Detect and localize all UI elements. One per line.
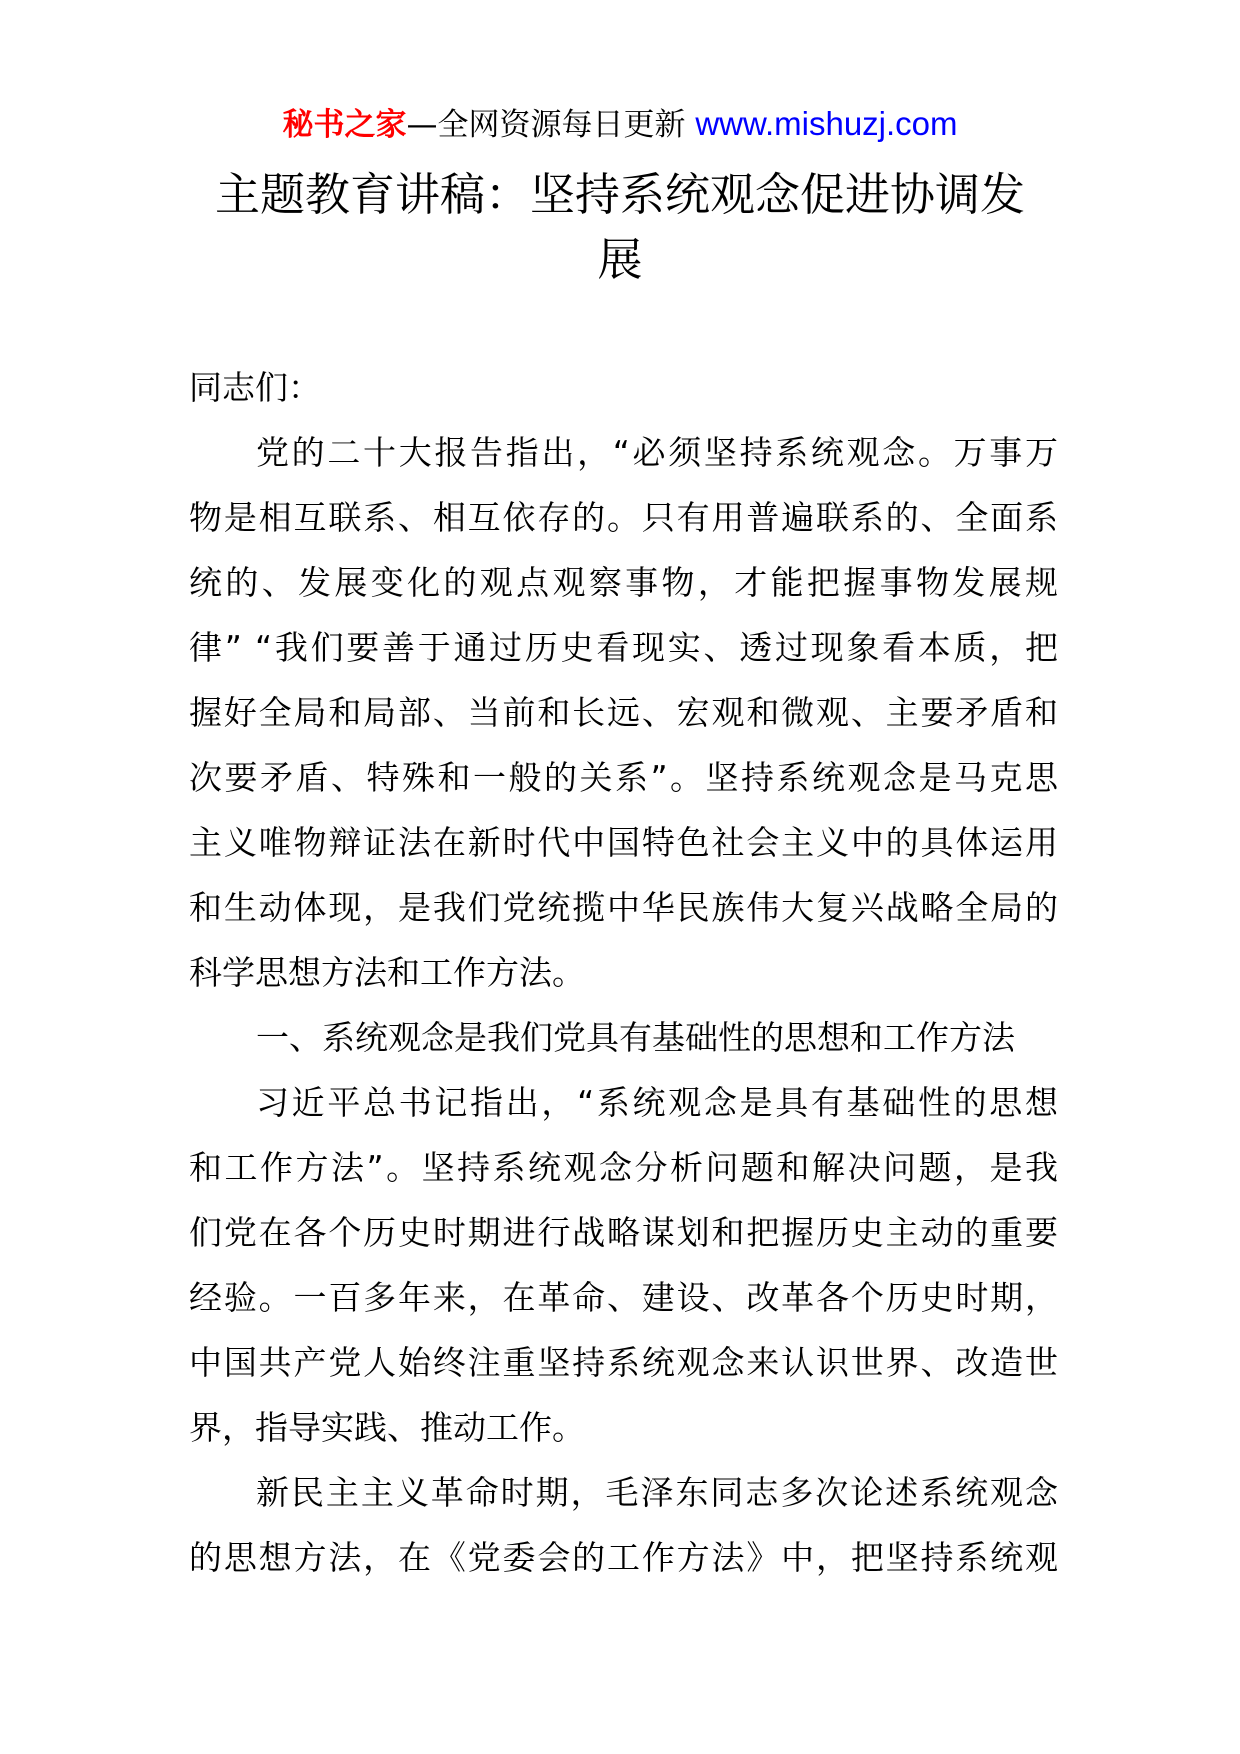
text-line: 的思想方法，在《党委会的工作方法》中，把坚持系统观 [189,1538,1058,1577]
text-line: 新民主主义革命时期，毛泽东同志多次论述系统观念 [256,1473,1058,1512]
text-line: 界，指导实践、推动工作。 [189,1408,585,1447]
text-line: 一、系统观念是我们党具有基础性的思想和工作方法 [256,1018,1015,1057]
text-line: 和生动体现，是我们党统揽中华民族伟大复兴战略全局的 [189,888,1058,927]
text-line: 和工作方法”。坚持系统观念分析问题和解决问题，是我 [189,1148,1058,1187]
document-body [189,355,1058,1590]
text-line: 中国共产党人始终注重坚持系统观念来认识世界、改造世 [189,1343,1058,1382]
text-line: 党的二十大报告指出，“必须坚持系统观念。万事万 [256,433,1058,472]
text-line: 同志们： [189,368,321,407]
site-banner [0,100,1240,149]
title-line-2: 展 [597,233,643,286]
document-title [150,162,1090,292]
text-line: 律” “我们要善于通过历史看现实、透过现象看本质，把 [189,628,1058,667]
text-line: 握好全局和局部、当前和长远、宏观和微观、主要矛盾和 [189,693,1058,732]
text-line: 经验。一百多年来，在革命、建设、改革各个历史时期， [189,1278,1058,1317]
text-line: 们党在各个历史时期进行战略谋划和把握历史主动的重要 [189,1213,1058,1252]
text-line: 物是相互联系、相互依存的。只有用普遍联系的、全面系 [189,498,1058,537]
site-link[interactable]: www.mishuzj.com [695,105,958,142]
title-line-1: 主题教育讲稿：坚持系统观念促进协调发 [214,168,1025,221]
text-line: 科学思想方法和工作方法。 [189,953,585,992]
banner-tagline: —全网资源每日更新 [406,107,686,143]
text-line: 统的、发展变化的观点观察事物，才能把握事物发展规 [189,563,1058,602]
text-line: 次要矛盾、特殊和一般的关系”。坚持系统观念是马克思 [189,758,1058,797]
text-line: 主义唯物辩证法在新时代中国特色社会主义中的具体运用 [189,823,1058,862]
brand-name: 秘书之家 [282,107,407,143]
text-line: 习近平总书记指出，“系统观念是具有基础性的思想 [256,1083,1058,1122]
